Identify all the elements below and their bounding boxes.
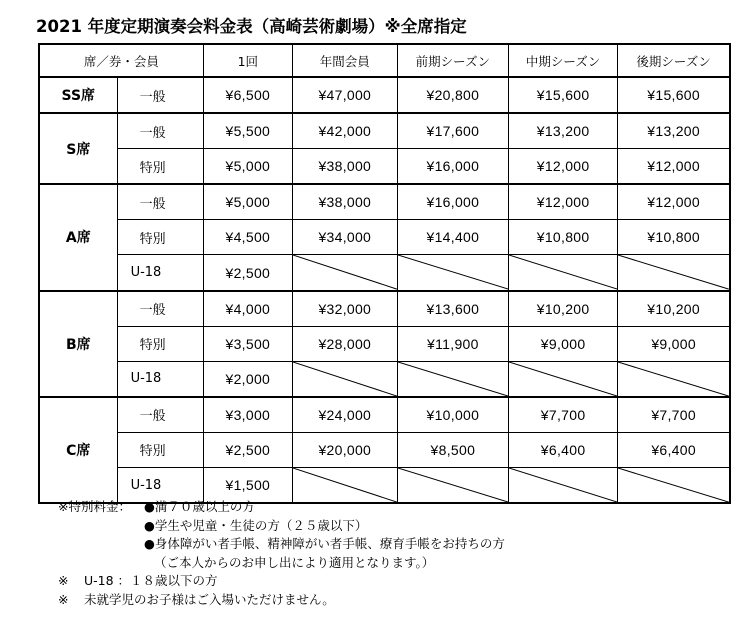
- price-cell: ¥17,600: [397, 113, 508, 149]
- special-item: ●学生や児童・生徒の方（２５歳以下）: [144, 517, 368, 533]
- not-applicable-cell: [618, 361, 730, 397]
- ticket-type-label: 特別: [139, 338, 166, 354]
- price-cell: ¥9,000: [618, 326, 730, 361]
- price-cell: ¥10,200: [508, 291, 617, 327]
- ticket-type: [117, 397, 203, 433]
- diagonal-slash: [293, 468, 397, 502]
- diagonal-slash: [293, 362, 397, 396]
- price-cell: ¥38,000: [292, 149, 397, 185]
- price-cell: ¥2,000: [203, 361, 292, 397]
- ticket-type-label: U-18: [130, 371, 162, 387]
- ticket-type-label: U-18: [130, 265, 162, 281]
- price-cell: ¥12,000: [508, 184, 617, 220]
- ticket-type: [117, 149, 203, 185]
- page-title: 2021 年度定期演奏会料金表（高崎芸術劇場）※全席指定: [36, 17, 467, 36]
- price-cell: ¥8,500: [397, 432, 508, 467]
- not-applicable-cell: [508, 255, 617, 291]
- ticket-type-label: 特別: [139, 160, 166, 176]
- diagonal-slash: [398, 255, 508, 289]
- price-cell: ¥47,000: [292, 77, 397, 113]
- price-cell: ¥38,000: [292, 184, 397, 220]
- not-applicable-cell: [508, 468, 617, 504]
- table-row: [39, 184, 730, 220]
- price-cell: ¥13,600: [397, 291, 508, 327]
- seat-class: C席: [39, 397, 117, 503]
- ticket-type-label: 一般: [139, 196, 166, 212]
- ticket-type: [117, 361, 203, 397]
- diagonal-slash: [509, 468, 617, 502]
- price-cell: ¥24,000: [292, 397, 397, 433]
- price-cell: ¥11,900: [397, 326, 508, 361]
- price-cell: ¥10,200: [618, 291, 730, 327]
- notes: [58, 498, 505, 609]
- table-row: [39, 432, 730, 467]
- price-cell: ¥20,000: [292, 432, 397, 467]
- diagonal-slash: [398, 362, 508, 396]
- not-applicable-cell: [618, 255, 730, 291]
- special-item: ●身体障がい者手帳、精神障がい者手帳、療育手帳をお持ちの方: [144, 536, 505, 551]
- diagonal-slash: [618, 362, 729, 396]
- table-row: [39, 397, 730, 433]
- ticket-type-label: 一般: [139, 303, 166, 319]
- header-row: [39, 44, 730, 77]
- u18-note: U-18 ：１８歳以下の方: [84, 573, 218, 588]
- price-cell: ¥20,800: [397, 77, 508, 113]
- not-applicable-cell: [292, 255, 397, 291]
- not-applicable-cell: [508, 361, 617, 397]
- column-header: 前期シーズン: [397, 44, 508, 77]
- price-cell: ¥13,200: [618, 113, 730, 149]
- table-row: [39, 291, 730, 327]
- special-sub-note: （ご本人からのお申し出により適用となります。）: [154, 554, 435, 570]
- price-cell: ¥3,500: [203, 326, 292, 361]
- price-cell: ¥6,400: [508, 432, 617, 467]
- diagonal-slash: [293, 255, 397, 289]
- price-cell: ¥28,000: [292, 326, 397, 361]
- special-item: ●満７０歳以上の方: [144, 499, 255, 514]
- price-cell: ¥15,600: [508, 77, 617, 113]
- price-cell: ¥12,000: [618, 149, 730, 185]
- seat-class: B席: [39, 291, 117, 397]
- note-mark: ※: [58, 573, 69, 588]
- price-cell: ¥5,000: [203, 149, 292, 185]
- table-row: [39, 220, 730, 255]
- ticket-type-label: 一般: [139, 89, 166, 105]
- column-header: 席／券・会員: [39, 44, 203, 77]
- not-applicable-cell: [292, 361, 397, 397]
- price-cell: ¥12,000: [618, 184, 730, 220]
- ticket-type-label: 特別: [139, 444, 166, 460]
- not-applicable-cell: [618, 468, 730, 504]
- price-cell: ¥6,400: [618, 432, 730, 467]
- price-cell: ¥34,000: [292, 220, 397, 255]
- price-cell: ¥14,400: [397, 220, 508, 255]
- column-header: 1回: [203, 44, 292, 77]
- price-cell: ¥4,500: [203, 220, 292, 255]
- special-label: ※特別料金：: [58, 499, 131, 514]
- table-row: [39, 77, 730, 113]
- price-cell: ¥10,800: [508, 220, 617, 255]
- price-cell: ¥10,000: [397, 397, 508, 433]
- table-row: [39, 149, 730, 185]
- diagonal-slash: [618, 255, 729, 289]
- note-mark: ※: [58, 591, 69, 607]
- price-cell: ¥2,500: [203, 255, 292, 291]
- price-cell: ¥2,500: [203, 432, 292, 467]
- ticket-type: [117, 77, 203, 113]
- ticket-type: [117, 291, 203, 327]
- price-cell: ¥7,700: [508, 397, 617, 433]
- seat-class: A席: [39, 184, 117, 290]
- price-cell: ¥32,000: [292, 291, 397, 327]
- price-cell: ¥6,500: [203, 77, 292, 113]
- ticket-type: [117, 432, 203, 467]
- column-header: 後期シーズン: [618, 44, 730, 77]
- price-cell: ¥7,700: [618, 397, 730, 433]
- ticket-type: [117, 113, 203, 149]
- children-note: 未就学児のお子様はご入場いただけません。: [84, 591, 335, 607]
- ticket-type-label: 一般: [139, 125, 166, 141]
- ticket-type-label: U-18: [130, 477, 162, 493]
- ticket-type: [117, 326, 203, 361]
- table-row: [39, 361, 730, 397]
- price-cell: ¥15,600: [618, 77, 730, 113]
- price-cell: ¥13,200: [508, 113, 617, 149]
- table-row: [39, 255, 730, 291]
- price-cell: ¥12,000: [508, 149, 617, 185]
- price-cell: ¥9,000: [508, 326, 617, 361]
- ticket-type-label: 一般: [139, 409, 166, 425]
- column-header: 年間会員: [292, 44, 397, 77]
- price-cell: ¥10,800: [618, 220, 730, 255]
- ticket-type: [117, 184, 203, 220]
- price-cell: ¥4,000: [203, 291, 292, 327]
- not-applicable-cell: [397, 361, 508, 397]
- price-cell: ¥5,500: [203, 113, 292, 149]
- price-cell: ¥42,000: [292, 113, 397, 149]
- price-table: [38, 43, 731, 504]
- diagonal-slash: [509, 362, 617, 396]
- diagonal-slash: [509, 255, 617, 289]
- ticket-type: [117, 220, 203, 255]
- ticket-type-label: 特別: [139, 231, 166, 247]
- table-row: [39, 326, 730, 361]
- column-header: 中期シーズン: [508, 44, 617, 77]
- not-applicable-cell: [397, 255, 508, 291]
- price-cell: ¥16,000: [397, 149, 508, 185]
- seat-class: SS席: [39, 77, 117, 113]
- diagonal-slash: [618, 468, 729, 502]
- price-cell: ¥16,000: [397, 184, 508, 220]
- seat-class: S席: [39, 113, 117, 184]
- ticket-type: [117, 255, 203, 291]
- diagonal-slash: [398, 468, 508, 502]
- price-cell: ¥5,000: [203, 184, 292, 220]
- table-row: [39, 113, 730, 149]
- price-cell: ¥3,000: [203, 397, 292, 433]
- price-cell: ¥1,500: [203, 468, 292, 504]
